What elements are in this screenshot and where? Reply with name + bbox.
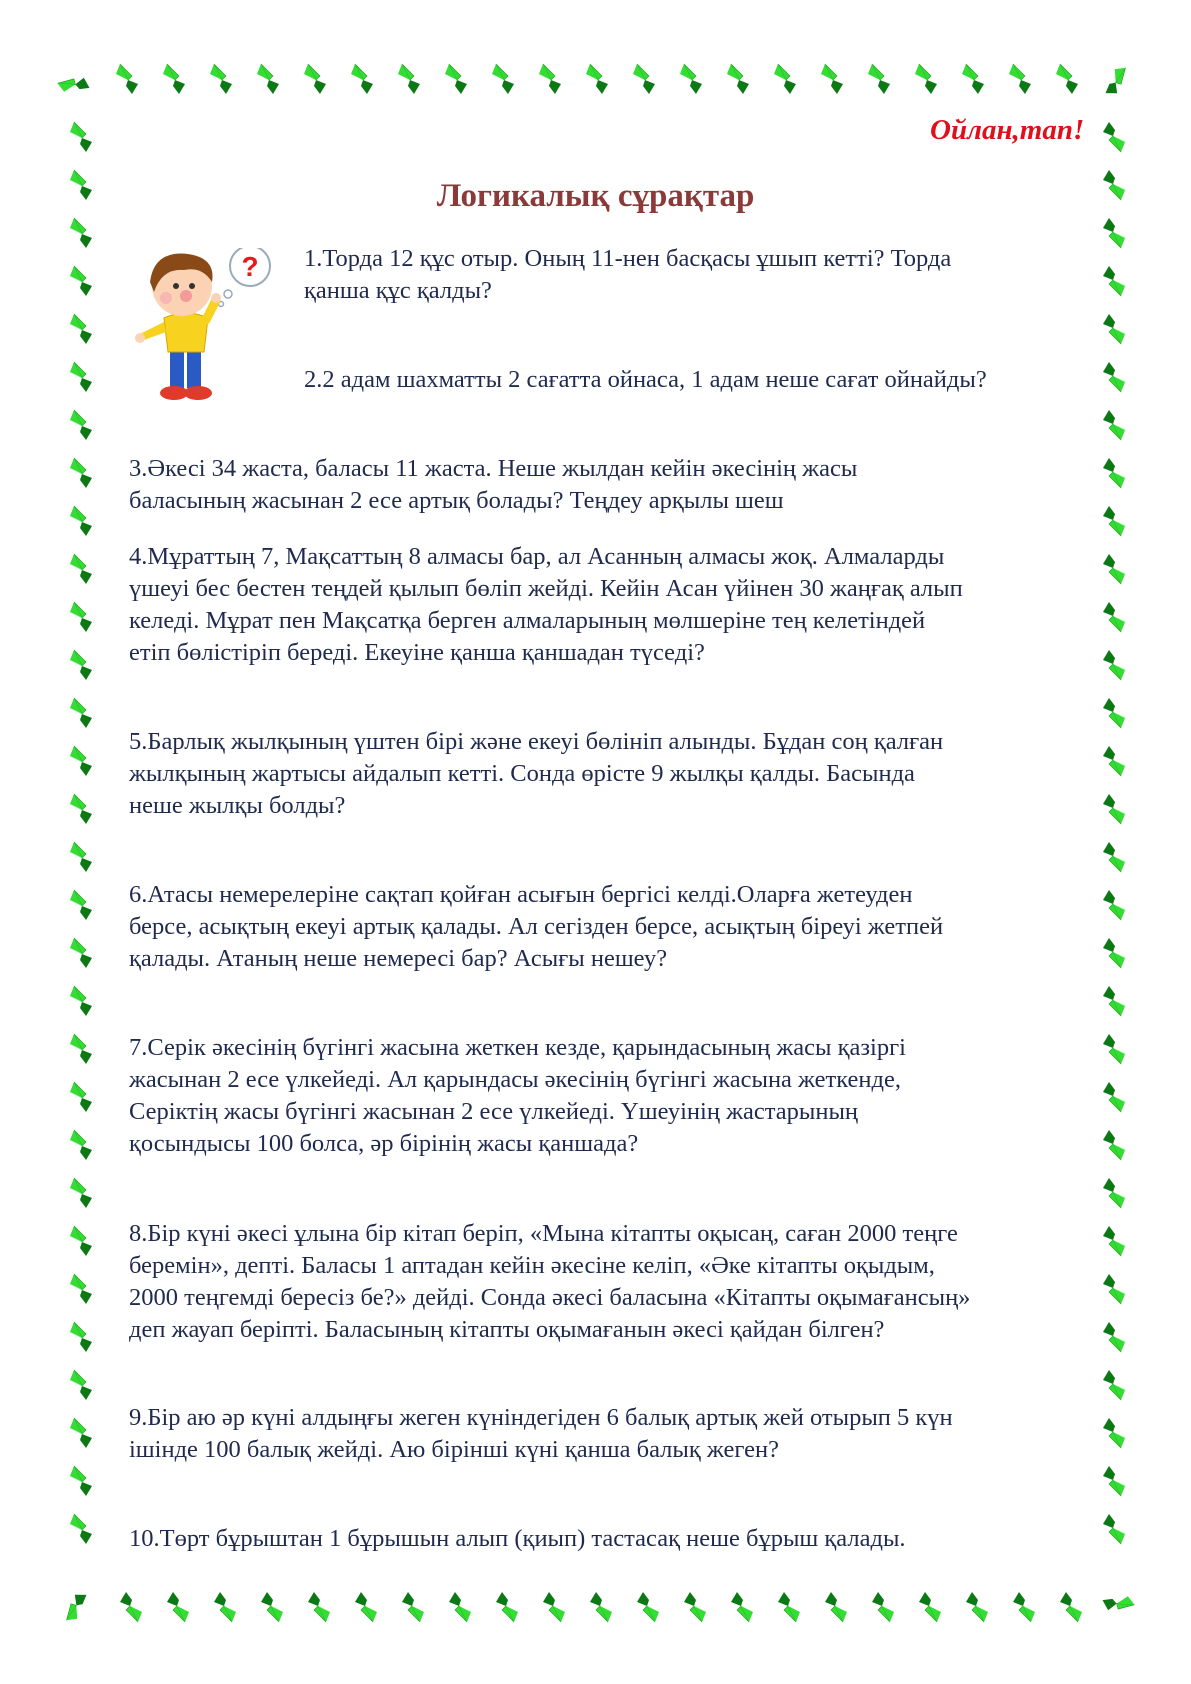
- border-leaf-icon: [66, 1272, 100, 1306]
- border-leaf-icon: [723, 62, 757, 96]
- border-leaf-icon: [66, 552, 100, 586]
- border-leaf-icon: [1095, 1368, 1129, 1402]
- border-leaf-icon: [958, 1590, 992, 1624]
- border-leaf-icon: [66, 1320, 100, 1354]
- border-leaf-icon: [1095, 1272, 1129, 1306]
- border-leaf-icon: [723, 1590, 757, 1624]
- question-line: 8.Бір күні әкесі ұлына бір кітап беріп, «Мына кітапты оқысаң, саған 2000 теңге: [129, 1220, 958, 1247]
- border-leaf-icon: [441, 62, 475, 96]
- question-line: 4.Мұраттың 7, Мақсаттың 8 алмасы бар, ал Асанның алмасы жоқ. Алмаларды: [129, 543, 945, 570]
- question-line: 10.Төрт бұрыштан 1 бұрышын алып (қиып) тастасақ неше бұрыш қалады.: [129, 1525, 906, 1552]
- border-leaf-icon: [770, 62, 804, 96]
- border-leaf-icon: [66, 408, 100, 442]
- question-line: Серіктің жасы бүгінгі жасынан 2 есе үлкейеді. Үшеуінің жастарының: [129, 1098, 859, 1125]
- border-leaf-icon: [66, 1368, 100, 1402]
- question-line: 2.2 адам шахматты 2 сағатта ойнаса, 1 адам неше сағат ойнайды?: [304, 366, 987, 393]
- border-leaf-icon: [159, 1590, 193, 1624]
- border-leaf-icon: [394, 62, 428, 96]
- border-leaf-icon: [1095, 312, 1129, 346]
- border-leaf-icon: [66, 1416, 100, 1450]
- border-leaf-icon: [66, 1176, 100, 1210]
- border-leaf-icon: [66, 840, 100, 874]
- border-leaf-icon: [394, 1590, 428, 1624]
- border-leaf-icon: [66, 984, 100, 1018]
- border-leaf-icon: [1095, 1512, 1129, 1546]
- border-leaf-icon: [253, 1590, 287, 1624]
- border-leaf-icon: [1095, 552, 1129, 586]
- border-leaf-icon: [300, 62, 334, 96]
- question-line: деп жауап беріпті. Баласының кітапты оқымағанын әкесі қайдан білген?: [129, 1316, 885, 1343]
- border-leaf-icon: [911, 1590, 945, 1624]
- svg-text:?: ?: [241, 251, 259, 282]
- question-line: қанша құс қалды?: [304, 277, 492, 304]
- question-line: қалады. Атаның неше немересі бар? Асығы нешеу?: [129, 945, 668, 972]
- border-leaf-icon: [66, 1512, 100, 1546]
- border-leaf-icon: [1095, 1128, 1129, 1162]
- border-leaf-icon: [488, 1590, 522, 1624]
- border-leaf-icon: [66, 264, 100, 298]
- question-line: беремін», депті. Баласы 1 аптадан кейін әкесіне келіп, «Әке кітапты оқыдым,: [129, 1252, 935, 1279]
- border-leaf-icon: [1095, 120, 1129, 154]
- question-line: жылқының жартысы айдалып кетті. Сонда өрісте 9 жылқы қалды. Басында: [129, 760, 915, 787]
- border-leaf-icon: [112, 62, 146, 96]
- border-leaf-icon: [1095, 456, 1129, 490]
- question-10: [129, 1523, 906, 1555]
- question-line: неше жылқы болды?: [129, 792, 346, 819]
- border-leaf-icon: [1095, 840, 1129, 874]
- border-leaf-icon: [1095, 1416, 1129, 1450]
- page-title: Логикалық сұрақтар: [436, 178, 755, 214]
- border-leaf-icon: [1095, 696, 1129, 730]
- motto-text: Ойлан,тап!: [930, 114, 1085, 146]
- border-leaf-icon: [1095, 408, 1129, 442]
- question-line: жасынан 2 есе үлкейеді. Ал қарындасы әкесінің бүгінгі жасына жеткенде,: [129, 1066, 901, 1093]
- border-leaf-icon: [1095, 264, 1129, 298]
- corner-curl-icon: [52, 60, 98, 106]
- border-leaf-icon: [206, 62, 240, 96]
- border-leaf-icon: [535, 1590, 569, 1624]
- border-leaf-icon: [864, 62, 898, 96]
- border-leaf-icon: [1095, 792, 1129, 826]
- question-6: [129, 879, 943, 975]
- question-8: [129, 1218, 970, 1346]
- border-leaf-icon: [66, 1224, 100, 1258]
- border-leaf-icon: [206, 1590, 240, 1624]
- question-line: 6.Атасы немерелеріне сақтап қойған асығын бергісі келді.Оларға жетеуден: [129, 881, 913, 908]
- border-leaf-icon: [958, 62, 992, 96]
- question-line: 7.Серік әкесінің бүгінгі жасына жеткен кезде, қарындасының жасы қазіргі: [129, 1034, 906, 1061]
- border-leaf-icon: [66, 696, 100, 730]
- question-7: [129, 1032, 906, 1160]
- question-line: баласының жасынан 2 есе артық болады? Теңдеу арқылы шеш: [129, 487, 784, 514]
- question-1: [304, 243, 951, 307]
- question-line: 3.Әкесі 34 жаста, баласы 11 жаста. Неше жылдан кейін әкесінің жасы: [129, 455, 858, 482]
- border-leaf-icon: [817, 62, 851, 96]
- border-leaf-icon: [1095, 1464, 1129, 1498]
- border-leaf-icon: [66, 648, 100, 682]
- border-leaf-icon: [1005, 62, 1039, 96]
- border-leaf-icon: [1095, 600, 1129, 634]
- corner-curl-icon: [1094, 60, 1140, 106]
- question-line: келеді. Мұрат пен Мақсатқа берген алмаларының мөлшеріне тең келетіндей: [129, 607, 926, 634]
- border-leaf-icon: [629, 1590, 663, 1624]
- border-leaf-icon: [582, 1590, 616, 1624]
- question-line: 9.Бір аю әр күні алдыңғы жеген күніндегіден 6 балық артық жей отырып 5 күн: [129, 1404, 953, 1431]
- border-leaf-icon: [66, 504, 100, 538]
- question-line: 5.Барлық жылқының үштен бірі және екеуі бөлініп алынды. Бұдан соң қалған: [129, 728, 944, 755]
- border-leaf-icon: [1095, 1080, 1129, 1114]
- border-leaf-icon: [66, 360, 100, 394]
- question-3: [129, 453, 857, 517]
- border-leaf-icon: [66, 888, 100, 922]
- border-leaf-icon: [864, 1590, 898, 1624]
- border-leaf-icon: [112, 1590, 146, 1624]
- border-leaf-icon: [66, 216, 100, 250]
- border-leaf-icon: [1095, 216, 1129, 250]
- border-leaf-icon: [676, 62, 710, 96]
- border-leaf-icon: [66, 1128, 100, 1162]
- border-leaf-icon: [817, 1590, 851, 1624]
- thought-bubble-icon: [219, 248, 271, 307]
- corner-curl-icon: [52, 1582, 98, 1628]
- border-leaf-icon: [676, 1590, 710, 1624]
- border-leaf-icon: [159, 62, 193, 96]
- border-leaf-icon: [770, 1590, 804, 1624]
- border-leaf-icon: [66, 456, 100, 490]
- border-leaf-icon: [300, 1590, 334, 1624]
- border-leaf-icon: [1095, 1320, 1129, 1354]
- border-leaf-icon: [911, 62, 945, 96]
- border-leaf-icon: [1095, 936, 1129, 970]
- border-leaf-icon: [1095, 744, 1129, 778]
- question-line: етіп бөлістіріп береді. Екеуіне қанша қаншадан түседі?: [129, 639, 705, 666]
- border-leaf-icon: [1095, 888, 1129, 922]
- border-leaf-icon: [66, 744, 100, 778]
- border-leaf-icon: [347, 1590, 381, 1624]
- border-leaf-icon: [1095, 1176, 1129, 1210]
- border-leaf-icon: [1095, 648, 1129, 682]
- border-leaf-icon: [488, 62, 522, 96]
- border-leaf-icon: [1095, 360, 1129, 394]
- border-leaf-icon: [66, 936, 100, 970]
- border-leaf-icon: [629, 62, 663, 96]
- border-leaf-icon: [66, 1464, 100, 1498]
- question-2: [304, 364, 987, 396]
- border-leaf-icon: [1095, 1032, 1129, 1066]
- question-line: үшеуі бес бестен теңдей қылып бөліп жейді. Кейін Асан үйінен 30 жаңғақ алып: [129, 575, 963, 602]
- question-5: [129, 726, 943, 822]
- border-leaf-icon: [441, 1590, 475, 1624]
- border-leaf-icon: [535, 62, 569, 96]
- question-line: берсе, асықтың екеуі артық қалады. Ал сегізден берсе, асықтың біреуі жетпей: [129, 913, 944, 940]
- question-9: [129, 1402, 953, 1466]
- corner-curl-icon: [1094, 1582, 1140, 1628]
- border-leaf-icon: [66, 792, 100, 826]
- border-leaf-icon: [1095, 1224, 1129, 1258]
- border-leaf-icon: [66, 1032, 100, 1066]
- border-leaf-icon: [347, 62, 381, 96]
- question-line: 2000 теңгемді бересіз бе?» дейді. Сонда әкесі баласына «Кітапты оқымағансың»: [129, 1284, 971, 1311]
- border-leaf-icon: [1052, 62, 1086, 96]
- border-leaf-icon: [582, 62, 616, 96]
- question-line: 1.Торда 12 құс отыр. Оның 11-нен басқасы ұшып кетті? Торда: [304, 245, 952, 272]
- border-leaf-icon: [1095, 504, 1129, 538]
- border-leaf-icon: [66, 600, 100, 634]
- thinking-boy-icon: [132, 248, 292, 403]
- border-leaf-icon: [253, 62, 287, 96]
- border-leaf-icon: [66, 120, 100, 154]
- border-leaf-icon: [66, 1080, 100, 1114]
- border-leaf-icon: [66, 312, 100, 346]
- question-4: [129, 541, 963, 669]
- question-line: ішінде 100 балық жейді. Аю бірінші күні қанша балық жеген?: [129, 1436, 779, 1463]
- border-leaf-icon: [1095, 984, 1129, 1018]
- border-leaf-icon: [1005, 1590, 1039, 1624]
- border-leaf-icon: [1052, 1590, 1086, 1624]
- question-line: қосындысы 100 болса, әр бірінің жасы қаншада?: [129, 1130, 639, 1157]
